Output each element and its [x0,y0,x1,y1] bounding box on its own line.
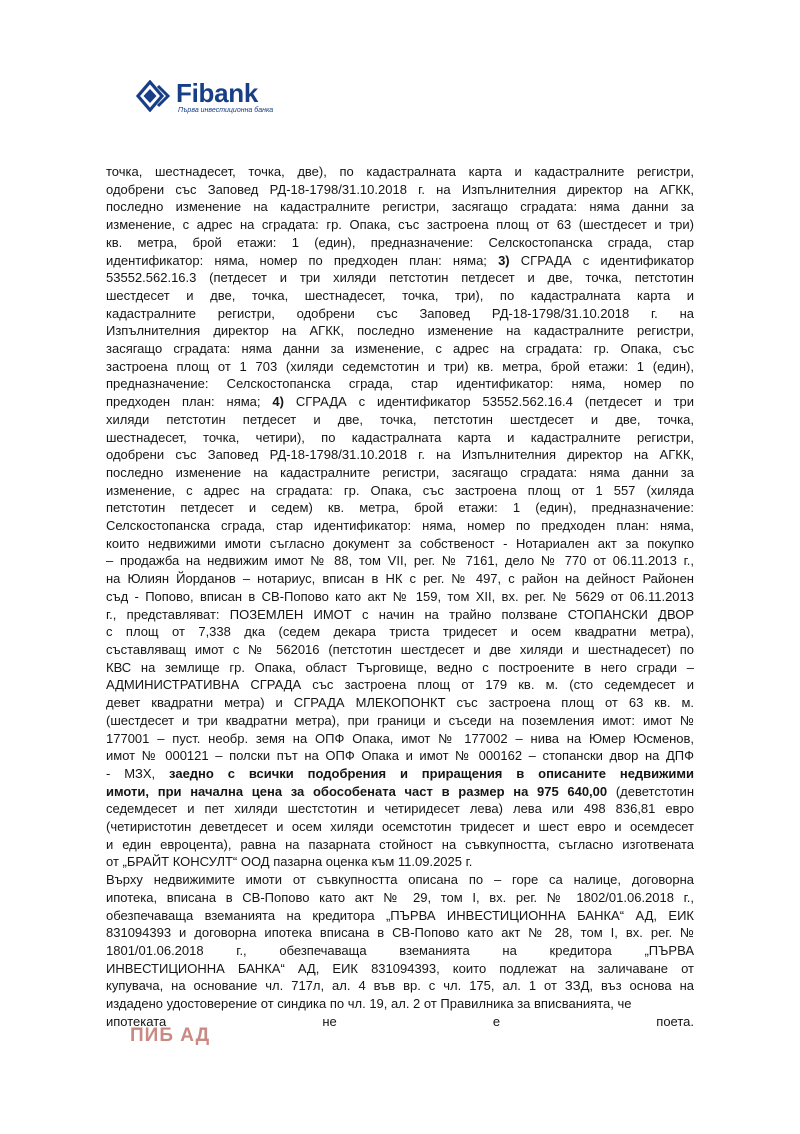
document-line: – продажба на недвижим имот № 88, том VII, рег. № 7161, дело № 770 от 06.11.2013 г., [106,553,694,569]
document-line: последно изменение на кадастралните регистри, засягащо сградата: няма данни за [106,199,694,215]
document-line: (шестдесет и три квадратни метра), при граници и съседи на поземления имот: имот № [106,712,694,728]
document-line: хиляди петстотин петдесет и две, точка, петстотин шестдесет и две, точка, [106,411,694,427]
document-line: девет квадратни метра) и СГРАДА МЛЕКОПОНКТ със застроена площ от 63 кв. м. [106,695,694,711]
document-line: 831094393 и договорна ипотека вписана в СВ-Попово като акт № 28, том I, вх. рег. № [106,925,694,941]
document-line: изменение, с адрес на сградата: гр. Опака, със застроена площ от 1 557 (хиляда [106,482,694,498]
document-line: купувача, на основание чл. 717л, ал. 4 във вр. с чл. 175, ал. 1 от ЗЗД, въз основа на [106,978,694,994]
document-line: идентификатор: няма, номер по предходен план: няма; 3) СГРАДА с идентификатор [106,252,694,268]
bank-stamp-text: ПИБ АД [130,1025,211,1046]
document-line: с площ от 7,338 дка (седем декара триста тридесет и осем квадратни метра), [106,624,694,640]
document-line: предходен план: няма; 4) СГРАДА с идентификатор 53552.562.16.4 (петдесет и три [106,394,694,410]
document-line: точка, шестнадесет, точка, две), по кадастралната карта и кадастралните регистри, [106,164,694,179]
document-line: които недвижими имоти съгласно документ за собственост - Нотариален акт за покупко [106,535,694,551]
document-line: на Юлиян Йорданов – нотариус, вписан в НК с рег. № 497, с район на дейност Районен [106,571,694,587]
document-line: издадено удостоверение от синдика по чл. 19, ал. 2 от Правилника за вписванията, че [106,996,632,1012]
document-line: имот № 000121 – полски път на ОПФ Опака и имот № 000162 – стопански двор на ДПФ [106,748,694,764]
document-line: ипотека, вписана в СВ-Попово като акт № 29, том I, вх. рег. № 1802/01.06.2018 г., [106,889,694,905]
document-line: ИНВЕСТИЦИОННА БАНКА“ АД, ЕИК 831094393, които подлежат на заличаване от [106,960,694,976]
document-line: (четиристотин деветдесет и осем хиляди осемстотин тридесет и шест евро и осемдесет [106,819,694,835]
document-line: одобрени със Заповед РД-18-1798/31.10.2018 г. на Изпълнителния директор на АГКК, [106,447,694,463]
document-line: шестнадесет, точка, четири), по кадастралната карта и кадастралните регистри, [106,429,694,445]
document-line: Върху недвижимите имоти от съвкупността описана по – горе са налице, договорна [106,872,694,888]
document-line: от „БРАЙТ КОНСУЛТ“ ООД пазарна оценка към 11.09.2025 г. [106,854,473,870]
document-line: обезпечаваща вземанията на кредитора „ПЪРВА ИНВЕСТИЦИОННА БАНКА“ АД, ЕИК [106,907,694,923]
document-line: съд - Попово, вписан в СВ-Попово като акт № 159, том XII, вх. рег. № 5629 от 06.11.2013 [106,588,694,604]
document-line: седемдесет и пет хиляди шестстотин и четиридесет лева) лева или 498 836,81 евро [106,801,694,817]
document-line: шестдесет и две, точка, шестнадесет, точка, три), по кадастралната карта и [106,287,694,303]
document-line: ипотеката не е поета. [106,1013,694,1029]
brand-tagline: Първа инвестиционна банка [178,107,274,114]
fibank-logo [136,80,273,114]
document-line: 53552.562.16.3 (петдесет и три хиляди петстотин петдесет и две, точка, петстотин [106,270,694,286]
document-line: - МЗХ, заедно с всички подобрения и приращения в описаните недвижими [106,765,694,781]
document-line: предназначение: Селскостопанска сграда, стар идентификатор: няма, номер по [106,376,694,392]
document-line: и един евроцента), равна на пазарната стойност на съвкупността, съгласно изготвената [106,836,694,852]
document-line: имоти, при начална цена за обособената част в размер на 975 640,00 (деветстотин [106,783,694,799]
document-body [106,163,694,1030]
document-line: КВС на землище гр. Опака, област Търговище, ведно с построените в него сгради – [106,659,694,675]
document-line: г., представляват: ПОЗЕМЛЕН ИМОТ с начин на трайно ползване СТОПАНСКИ ДВОР [106,606,694,622]
brand-name: Fibank [176,78,258,108]
document-line: Изпълнителния директор на АГКК, последно изменение на кадастралните регистри, [106,323,694,339]
document-line: одобрени със Заповед РД-18-1798/31.10.2018 г. на Изпълнителния директор на АГКК, [106,181,694,197]
document-line: 1801/01.06.2018 г., обезпечаваща вземанията на кредитора „ПЪРВА [106,942,694,958]
document-line: засягащо сградата: няма данни за изменение, с адрес на сградата: гр. Опака, със [106,341,694,357]
document-line: застроена площ от 1 703 (хиляди седемстотин и три) кв. метра, брой етажи: 1 (един), [106,358,694,374]
document-line: Селскостопанска сграда, стар идентификатор: няма, номер по предходен план: няма, [106,518,694,534]
document-line: 177001 – пуст. необр. земя на ОПФ Опака, имот № 177002 – нива на Юмер Юсменов, [106,730,694,746]
document-line: петстотин петдесет и седем) кв. метра, брой етажи: 1 (един), предназначение: [106,500,694,516]
document-line: последно изменение на кадастралните регистри, засягащо сградата: няма данни за [106,464,694,480]
fibank-diamond-icon [136,80,172,112]
document-line: кв. метра, брой етажи: 1 (един), предназначение: Селскостопанска сграда, стар [106,234,694,250]
document-line: АДМИНИСТРАТИВНА СГРАДА със застроена площ от 179 кв. м. (сто седемдесет и [106,677,694,693]
document-line: съставляващ имот с № 562016 (петстотин шестдесет и две хиляди и шестнадесет) по [106,641,694,657]
document-line: изменение, с адрес на сградата: гр. Опака, със застроена площ от 63 (шестдесет и три) [106,217,694,233]
document-line: кадастралните регистри, одобрени със Заповед РД-18-1798/31.10.2018 г. на [106,305,694,321]
